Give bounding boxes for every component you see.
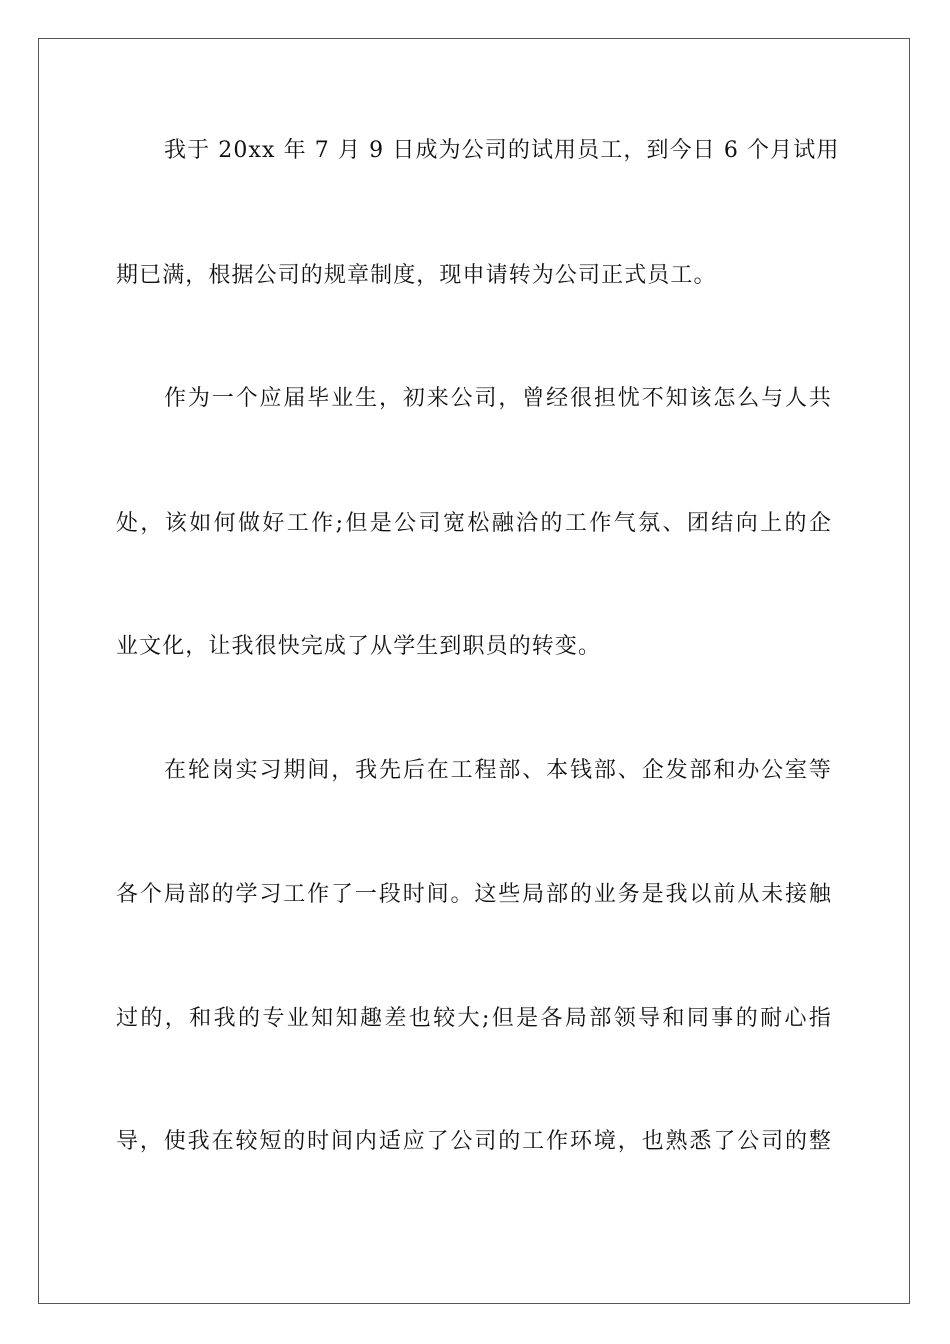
paragraph-3-line-2: 各个局部的学习工作了一段时间。这些局部的业务是我以前从未接触 [116,882,832,907]
paragraph-2-line-2: 处，该如何做好工作;但是公司宽松融洽的工作气氛、团结向上的企 [116,511,832,536]
paragraph-3-line-4: 导，使我在较短的时间内适应了公司的工作环境，也熟悉了公司的整 [116,1129,832,1154]
paragraph-2-line-1: 作为一个应届毕业生，初来公司，曾经很担忧不知该怎么与人共 [164,386,832,411]
paragraph-3-line-1: 在轮岗实习期间，我先后在工程部、本钱部、企发部和办公室等 [164,758,832,783]
paragraph-1-line-2: 期已满，根据公司的规章制度，现申请转为公司正式员工。 [116,263,717,288]
paragraph-3-line-3: 过的，和我的专业知知趣差也较大;但是各局部领导和同事的耐心指 [116,1006,832,1031]
paragraph-1-line-1: 我于 20xx 年 7 月 9 日成为公司的试用员工，到今日 6 个月试用 [164,138,840,163]
paragraph-2-line-3: 业文化，让我很快完成了从学生到职员的转变。 [116,634,602,659]
page-border [38,38,910,1304]
